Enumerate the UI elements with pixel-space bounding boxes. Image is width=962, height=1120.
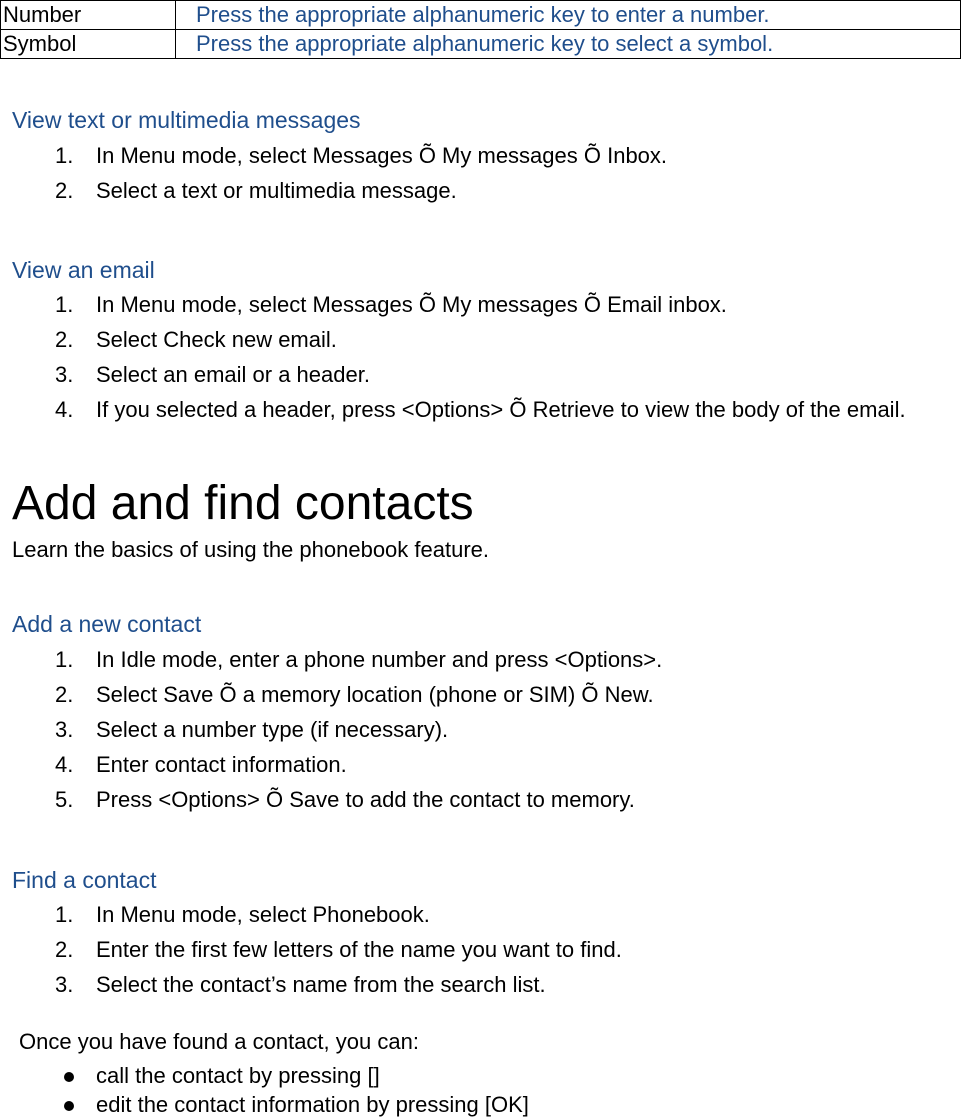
mode-description: Press the appropriate alphanumeric key to select a symbol.	[176, 30, 961, 59]
input-mode-table	[0, 0, 961, 59]
table-row	[1, 30, 961, 59]
mode-description: Press the appropriate alphanumeric key to enter a number.	[176, 1, 961, 30]
section-heading-view-email: View an email	[12, 257, 155, 283]
bullet-icon	[64, 1072, 74, 1082]
section-heading-view-messages: View text or multimedia messages	[12, 107, 361, 133]
mode-name: Symbol	[1, 30, 176, 59]
table-row	[1, 1, 961, 30]
found-contact-text: Once you have found a contact, you can:	[19, 1029, 419, 1054]
intro-text: Learn the basics of using the phonebook feature.	[12, 537, 490, 562]
bullet-icon	[64, 1101, 74, 1111]
mode-name: Number	[1, 1, 176, 30]
page-title: Add and find contacts	[12, 477, 474, 530]
section-heading-find-contact: Find a contact	[12, 867, 157, 893]
section-heading-add-contact: Add a new contact	[12, 611, 202, 637]
